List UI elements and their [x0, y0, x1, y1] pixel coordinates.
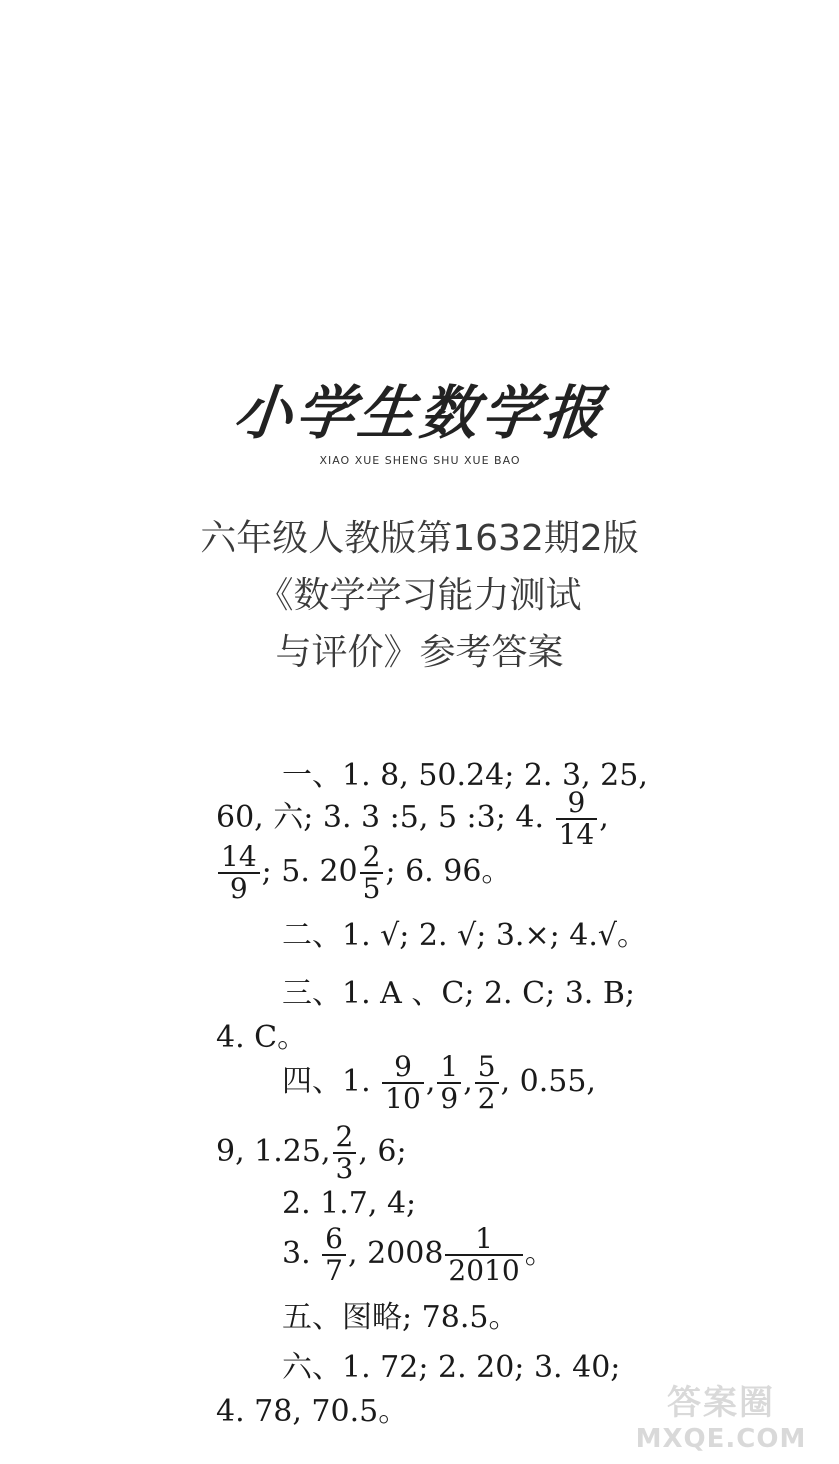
title-line-1: 六年级人教版第1632期2版 — [200, 518, 639, 559]
title-line-2: 《数学学习能力测试 — [257, 575, 582, 616]
answer-line-9: 2. 1.7, 4; — [282, 1186, 417, 1221]
logo-title: 小学生数学报 — [230, 379, 610, 447]
fraction: $\frac{14}{9}$ — [218, 842, 260, 904]
watermark-logo: 答案圈 — [667, 1383, 775, 1423]
answer-line-7: 四、1. $\frac{9}{10}$ , $\frac{1}{9}$ , $\frac{5}{2}$ , 0.55, — [282, 1050, 596, 1115]
page-title — [0, 510, 839, 681]
answer-line-5: 三、1. A 、C; 2. C; 3. B; — [282, 976, 636, 1011]
logo-pinyin: XIAO XUE SHENG SHU XUE BAO — [319, 454, 521, 467]
title-line-3: 与评价》参考答案 — [275, 632, 564, 673]
answer-line-13: 4. 78, 70.5。 — [216, 1394, 409, 1429]
fraction: $\frac{6}{7}$ — [322, 1224, 346, 1286]
answer-line-4: 二、1. √; 2. √; 3.×; 4.√。 — [282, 918, 647, 953]
answer-line-8: 9, 1.25, $\frac{2}{3}$ , 6; — [216, 1120, 407, 1185]
answer-line-3: $\frac{14}{9}$ ; 5. 20 $\frac{2}{5}$ ; 6. 96。 — [216, 842, 511, 904]
answer-line-11: 五、图略; 78.5。 — [282, 1300, 519, 1335]
answer-line-2: 60, 六; 3. 3 :5, 5 :3; 4. $\frac{9}{14}$ , — [216, 786, 609, 851]
newspaper-logo — [200, 378, 640, 467]
watermark-url: MXQE.COM — [635, 1424, 807, 1454]
fraction: $\frac{2}{3}$ — [333, 1122, 357, 1184]
fraction: $\frac{5}{2}$ — [475, 1052, 499, 1114]
fraction: $\frac{9}{14}$ — [556, 788, 598, 850]
fraction: $\frac{9}{10}$ — [382, 1052, 424, 1114]
fraction: $\frac{1}{9}$ — [437, 1052, 461, 1114]
fraction: $\frac{1}{2010}$ — [445, 1224, 522, 1286]
answer-line-10: 3. $\frac{6}{7}$ , 2008 $\frac{1}{2010}$ 。 — [282, 1222, 555, 1287]
fraction: $\frac{2}{5}$ — [360, 842, 384, 904]
site-watermark — [621, 1375, 821, 1454]
answer-line-12: 六、1. 72; 2. 20; 3. 40; — [282, 1350, 621, 1385]
answer-line-1: 一、1. 8, 50.24; 2. 3, 25, — [282, 758, 648, 793]
answer-line-6: 4. C。 — [216, 1020, 308, 1055]
